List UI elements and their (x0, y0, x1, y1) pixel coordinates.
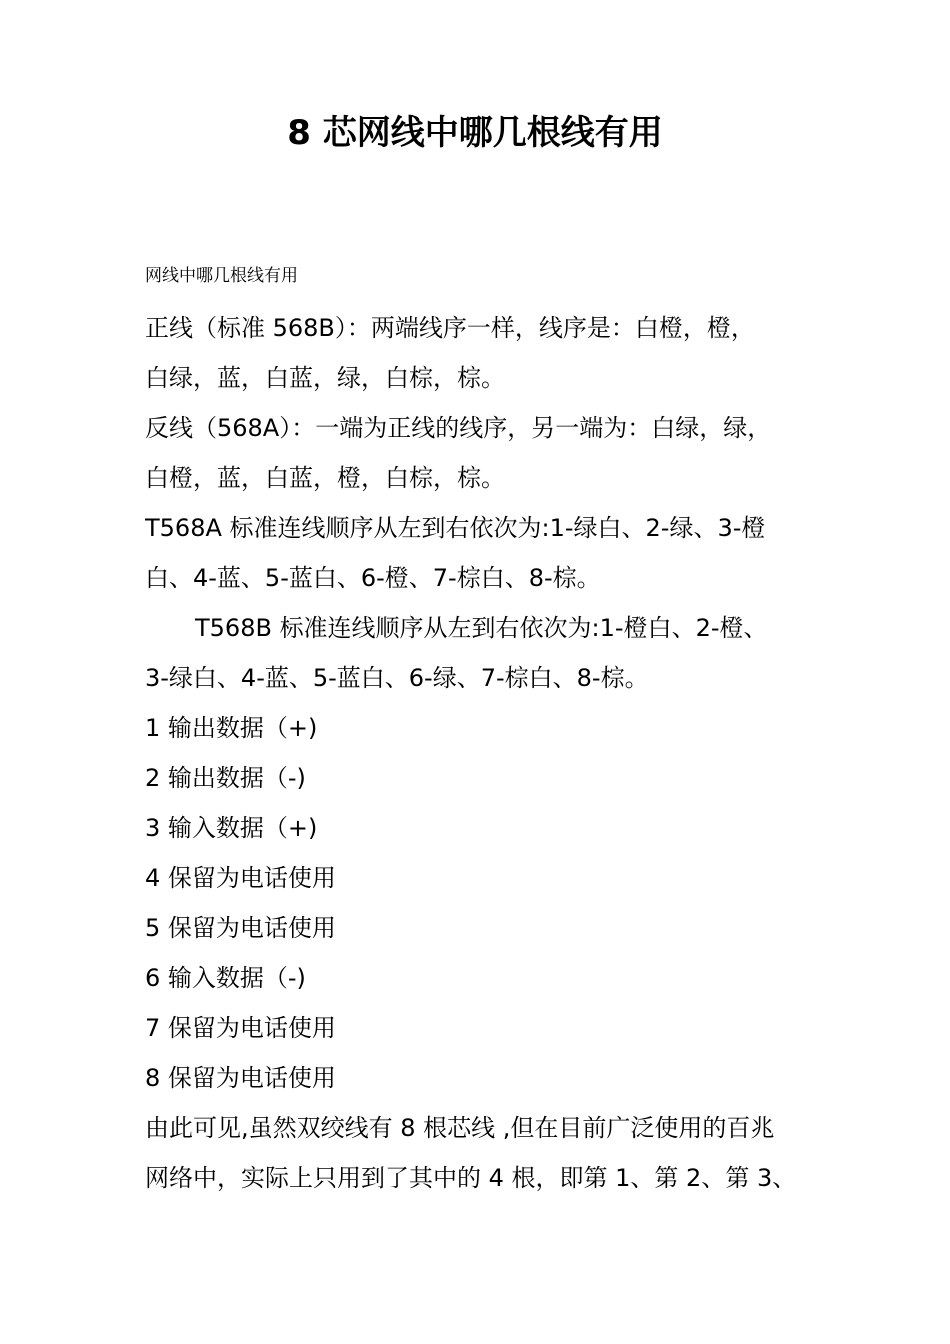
document-subtitle: 网线中哪几根线有用 (145, 266, 298, 286)
paragraph-line: 反线（568A）：一端为正线的线序，另一端为：白绿，绿， (145, 414, 772, 442)
pin-list-item: 3 输入数据（+) (145, 814, 318, 842)
pin-list-item: 8 保留为电话使用 (145, 1064, 336, 1092)
document-title: 8 芯网线中哪几根线有用 (287, 113, 663, 153)
pin-list-item: 4 保留为电话使用 (145, 864, 336, 892)
paragraph-line: 白、4-蓝、5-蓝白、6-橙、7-棕白、8-棕。 (145, 564, 601, 592)
pin-list-item: 2 输出数据（-) (145, 764, 306, 792)
pin-list-item: 7 保留为电话使用 (145, 1014, 336, 1042)
pin-list-item: 5 保留为电话使用 (145, 914, 336, 942)
paragraph-line: 3-绿白、4-蓝、5-蓝白、6-绿、7-棕白、8-棕。 (145, 664, 649, 692)
pin-list-item: 1 输出数据（+) (145, 714, 318, 742)
paragraph-line: 白绿，蓝，白蓝，绿，白棕，棕。 (145, 364, 505, 392)
paragraph-line: 由此可见,虽然双绞线有 8 根芯线 ,但在目前广泛使用的百兆 (145, 1114, 775, 1142)
pin-list-item: 6 输入数据（-) (145, 964, 306, 992)
paragraph-line: 正线（标准 568B）：两端线序一样，线序是：白橙，橙， (145, 314, 755, 342)
paragraph-line: 网络中，实际上只用到了其中的 4 根，即第 1、第 2、第 3、 (145, 1164, 797, 1192)
document-body (145, 303, 825, 1203)
paragraph-line: 白橙，蓝，白蓝，橙，白棕，棕。 (145, 464, 505, 492)
paragraph-line: T568A 标准连线顺序从左到右依次为:1-绿白、2-绿、3-橙 (145, 514, 766, 542)
paragraph-line: T568B 标准连线顺序从左到右依次为:1-橙白、2-橙、 (195, 614, 768, 642)
